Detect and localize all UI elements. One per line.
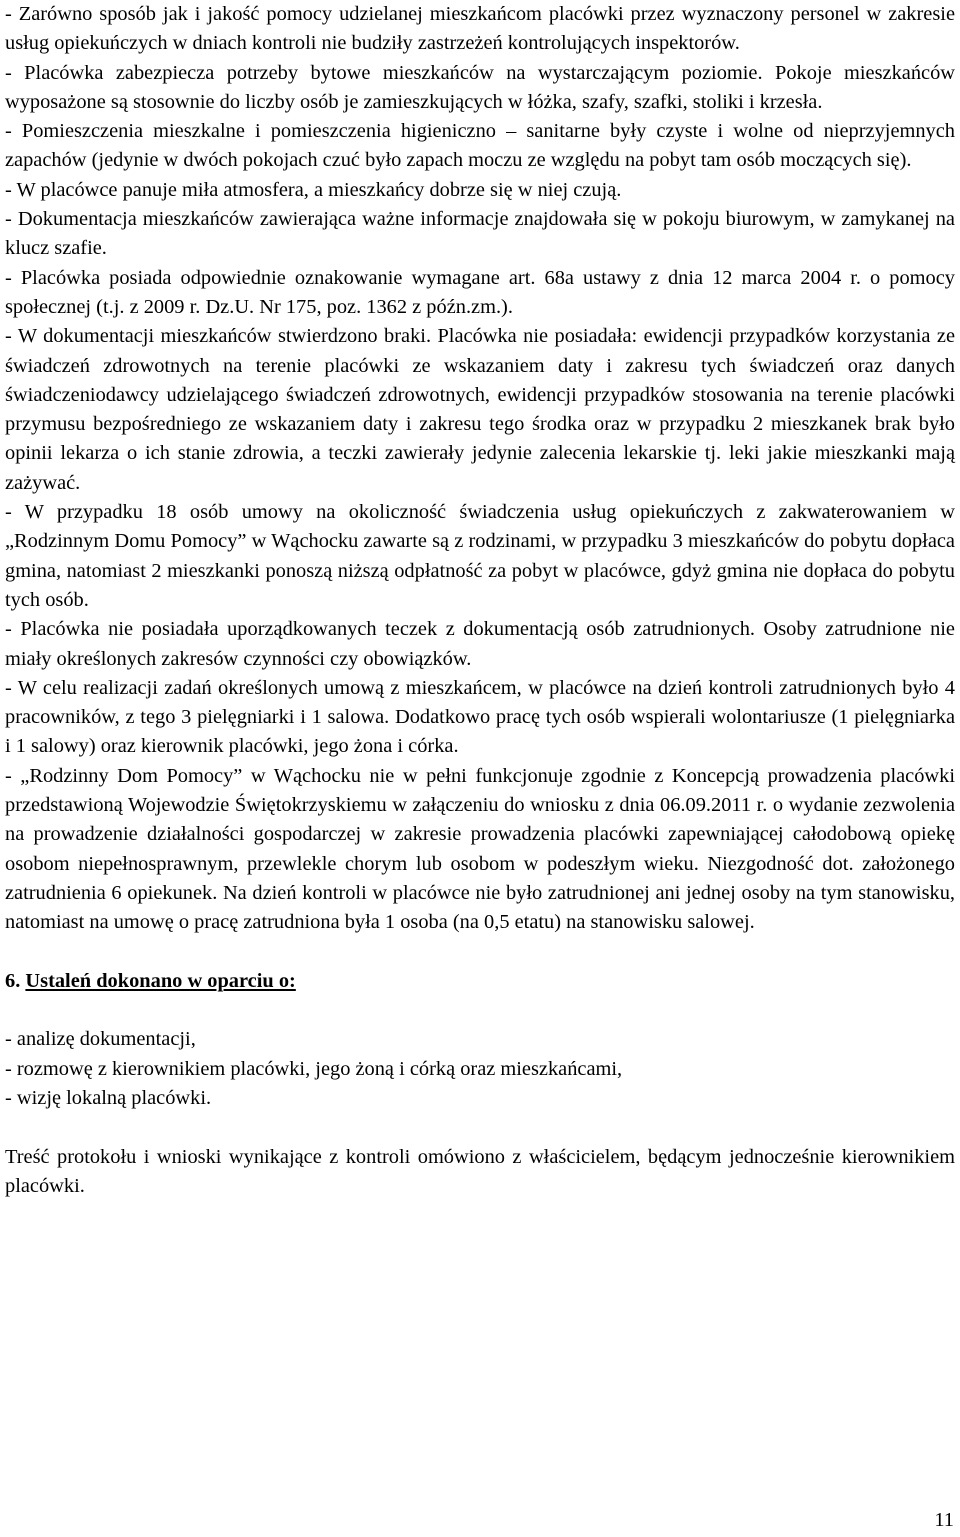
page-number: 11 — [934, 1509, 954, 1531]
list-item: - analizę dokumentacji, — [5, 1028, 196, 1051]
paragraph-staff-files: - Placówka nie posiadała uporządkowanych teczek z dokumentacją osób zatrudnionych. Osoby zatrudnione nie miały określonych zakresów czynności czy obowiązków. — [5, 618, 955, 670]
paragraph-rooms-cleanliness: - Pomieszczenia mieszkalne i pomieszczenia higieniczno – sanitarne były czyste i wolne od nieprzyjemnych zapachów (jedynie w dwóch pokojach czuć było zapach moczu ze względu na pobyt tam osób moczących się). — [5, 120, 955, 172]
paragraph-living-needs: - Placówka zabezpiecza potrzeby bytowe mieszkańców na wystarczającym poziomie. Pokoje mieszkańców wyposażone są stosownie do liczby osób je zamieszkujących w łóżka, szafy, szafki, stoliki i krzesła. — [5, 61, 955, 113]
paragraph-concept-compliance: - „Rodzinny Dom Pomocy” w Wąchocku nie w pełni funkcjonuje zgodnie z Koncepcją prowadzenia placówki przedstawioną Wojewodzie Świętokrzyskiemu w załączeniu do wniosku z dnia 06.09.2011 r. o wydanie zezwolenia na prowadzenie działalności gospodarczej w zakresie prowadzenia placówki zapewniającej całodobową opiekę osobom niepełnosprawnym, przewlekle chorym lub osobom w podeszłym wieku. Niezgodność dot. założonego zatrudnienia 6 opiekunek. Na dzień kontroli w placówce nie było zatrudnionej ani jednej osoby na tym stanowisku, natomiast na umowę o pracę zatrudniona była 1 osoba (na 0,5 etatu) na stanowisku salowej. — [5, 764, 955, 934]
list-item: - wizję lokalną placówki. — [5, 1086, 212, 1109]
paragraph-atmosphere: - W placówce panuje miła atmosfera, a mieszkańcy dobrze się w niej czują. — [5, 178, 622, 201]
list-item: - rozmowę z kierownikiem placówki, jego żoną i córką oraz mieszkańcami, — [5, 1057, 623, 1080]
paragraph-documentation-gaps: - W dokumentacji mieszkańców stwierdzono braki. Placówka nie posiadała: ewidencji przypadków korzystania ze świadczeń zdrowotnych na terenie placówki ze wskazaniem daty i zakresu tych świadczeń oraz danych świadczeniodawcy udzielającego świadczeń zdrowotnych, ewidencji przypadków stosowania na terenie placówki przymusu bezpośredniego ze wskazaniem daty i zakresu tego środka oraz w przypadku 2 mieszkanek brak było opinii lekarza o ich stanie zdrowia, a teczki zawierały jedynie zalecenia lekarskie tj. leki jakie mieszkanki mają zażywać. — [5, 325, 955, 494]
document-page — [5, 0, 955, 1201]
paragraph-signage: - Placówka posiada odpowiednie oznakowanie wymagane art. 68a ustawy z dnia 12 marca 2004 r. o pomocy społecznej (t.j. z 2009 r. Dz.U. Nr 175, poz. 1362 z późn.zm.). — [5, 266, 955, 318]
paragraph-contracts: - W przypadku 18 osób umowy na okoliczność świadczenia usług opiekuńczych z zakwaterowaniem w „Rodzinnym Domu Pomocy” w Wąchocku zawarte są z rodzinami, w przypadku 3 mieszkańców do pobytu dopłaca gmina, natomiast 2 mieszkanki ponoszą niższą odpłatność za pobyt w placówce, gdyż gmina nie dopłaca do pobytu tych osób. — [5, 501, 955, 611]
closing-paragraph: Treść protokołu i wnioski wynikające z kontroli omówiono z właścicielem, będącym jednocześnie kierownikiem placówki. — [5, 1145, 955, 1197]
paragraph-staffing: - W celu realizacji zadań określonych umową z mieszkańcem, w placówce na dzień kontroli zatrudnionych było 4 pracowników, z tego 3 pielęgniarki i 1 salowa. Dodatkowo pracę tych osób wspierali wolontariusze (1 pielęgniarka i 1 salowy) oraz kierownik placówki, jego żona i córka. — [5, 676, 955, 758]
section-heading — [5, 967, 955, 996]
section-number: 6. — [5, 969, 21, 992]
section-title: Ustaleń dokonano w oparciu o: — [25, 969, 296, 992]
paragraph-documentation-storage: - Dokumentacja mieszkańców zawierająca ważne informacje znajdowała się w pokoju biurowym, w zamykanej na klucz szafie. — [5, 208, 955, 260]
paragraph-assistance-quality: - Zarówno sposób jak i jakość pomocy udzielanej mieszkańcom placówki przez wyznaczony personel w zakresie usług opiekuńczych w dniach kontroli nie budziły zastrzeżeń kontrolujących inspektorów. — [5, 3, 955, 55]
